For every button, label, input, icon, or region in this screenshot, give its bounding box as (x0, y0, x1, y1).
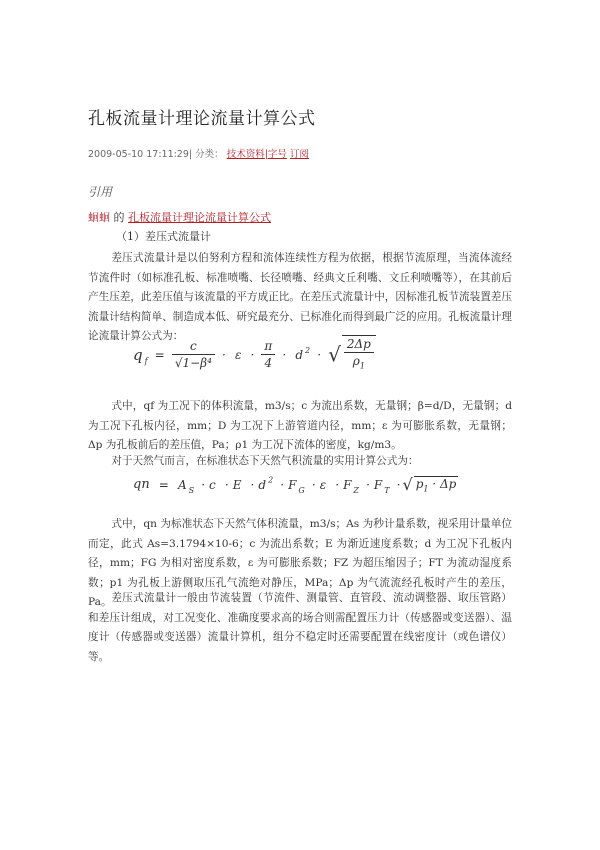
paragraph-symbols-1: 式中，qf 为工况下的体积流量，m3/s；c 为流出系数，无量钢；β=d/D，无量钢；d 为工况下孔板内径，mm；D 为工况下上游管道内径，mm；ε 为可膨胀系数，无量钢；Δp 为孔板前后的差压值，Pa；ρ1 为工况下流体的密度，kg/m3。 (88, 400, 512, 451)
meta-separator: | (264, 149, 268, 160)
subscribe-link[interactable]: 订阅 (289, 149, 309, 160)
natural-gas-flow-formula: qn = A $_S$ · c · E · d $^2$ · F $_G$ · ε · F $_Z$ · F $_T$ · √ $p_1 \cdot \Delta p$ (133, 475, 457, 496)
quote-label: 引用 (88, 185, 113, 199)
post-meta (88, 146, 309, 160)
paragraph-symbols-2: 式中，qn 为标准状态下天然气体积流量，m3/s；As 为秒计量系数，视采用计量单位而定，此式 As=3.1794×10-6；c 为流出系数；E 为渐近速度系数；d 为工况下孔板内径，mm；FG 为相对密度系数，ε 为可膨胀系数；FZ 为超压缩因子；FT 为流动湿度系数；p1 为孔板上游侧取压孔气流绝对静压，MPa；Δp 为气流流经孔板时产生的差压，Pa。 (88, 518, 512, 608)
page-title: 孔板流量计理论流量计算公式 (88, 109, 316, 129)
font-size-link[interactable]: 字号 (267, 149, 287, 160)
paragraph-natural-gas: 对于天然气而言，在标准状态下天然气积流量的实用计算公式为： (111, 455, 419, 467)
section-heading: （1）差压式流量计 (116, 230, 211, 243)
orifice-flow-formula: q $_f$ = $\frac{c}{\text{√1−β⁴}}$ · ε · $\frac{\pi}{4}$ · d $^2$ · √ $\frac{2\Delta p}{\rho_1}$ (131, 335, 376, 387)
category-label: 分类： (195, 149, 224, 160)
author-link[interactable]: 蛔蛔 (88, 211, 110, 224)
byline-of: 的 (110, 211, 128, 224)
paragraph-intro: 差压式流量计是以伯努利方程和流体连续性方程为依据，根据节流原理，当流体流经节流件时（如标准孔板、标准喷嘴、长径喷嘴、经典文丘利嘴、文丘利喷嘴等），在其前后产生压差，此差压值与该流量的平方成正比。在差压式流量计中，因标准孔板节流装置差压流量计结构简单、制造成本低、研究最充分、已标准化而得到最广泛的应用。孔板流量计理论流量计算公式为： (88, 252, 512, 342)
post-datetime: 2009-05-10 17:11:29| (88, 149, 193, 160)
category-link[interactable]: 技术资料 (226, 149, 265, 160)
source-article-link[interactable]: 孔板流量计理论流量计算公式 (128, 211, 271, 224)
paragraph-components: 差压式流量计一般由节流装置（节流件、测量管、直管段、流动调整器、取压管路）和差压计组成，对工况变化、准确度要求高的场合则需配置压力计（传感器或变送器）、温度计（传感器或变送器）流量计算机，组分不稳定时还需要配置在线密度计（或色谱仪）等。 (88, 592, 512, 663)
byline (88, 209, 271, 225)
